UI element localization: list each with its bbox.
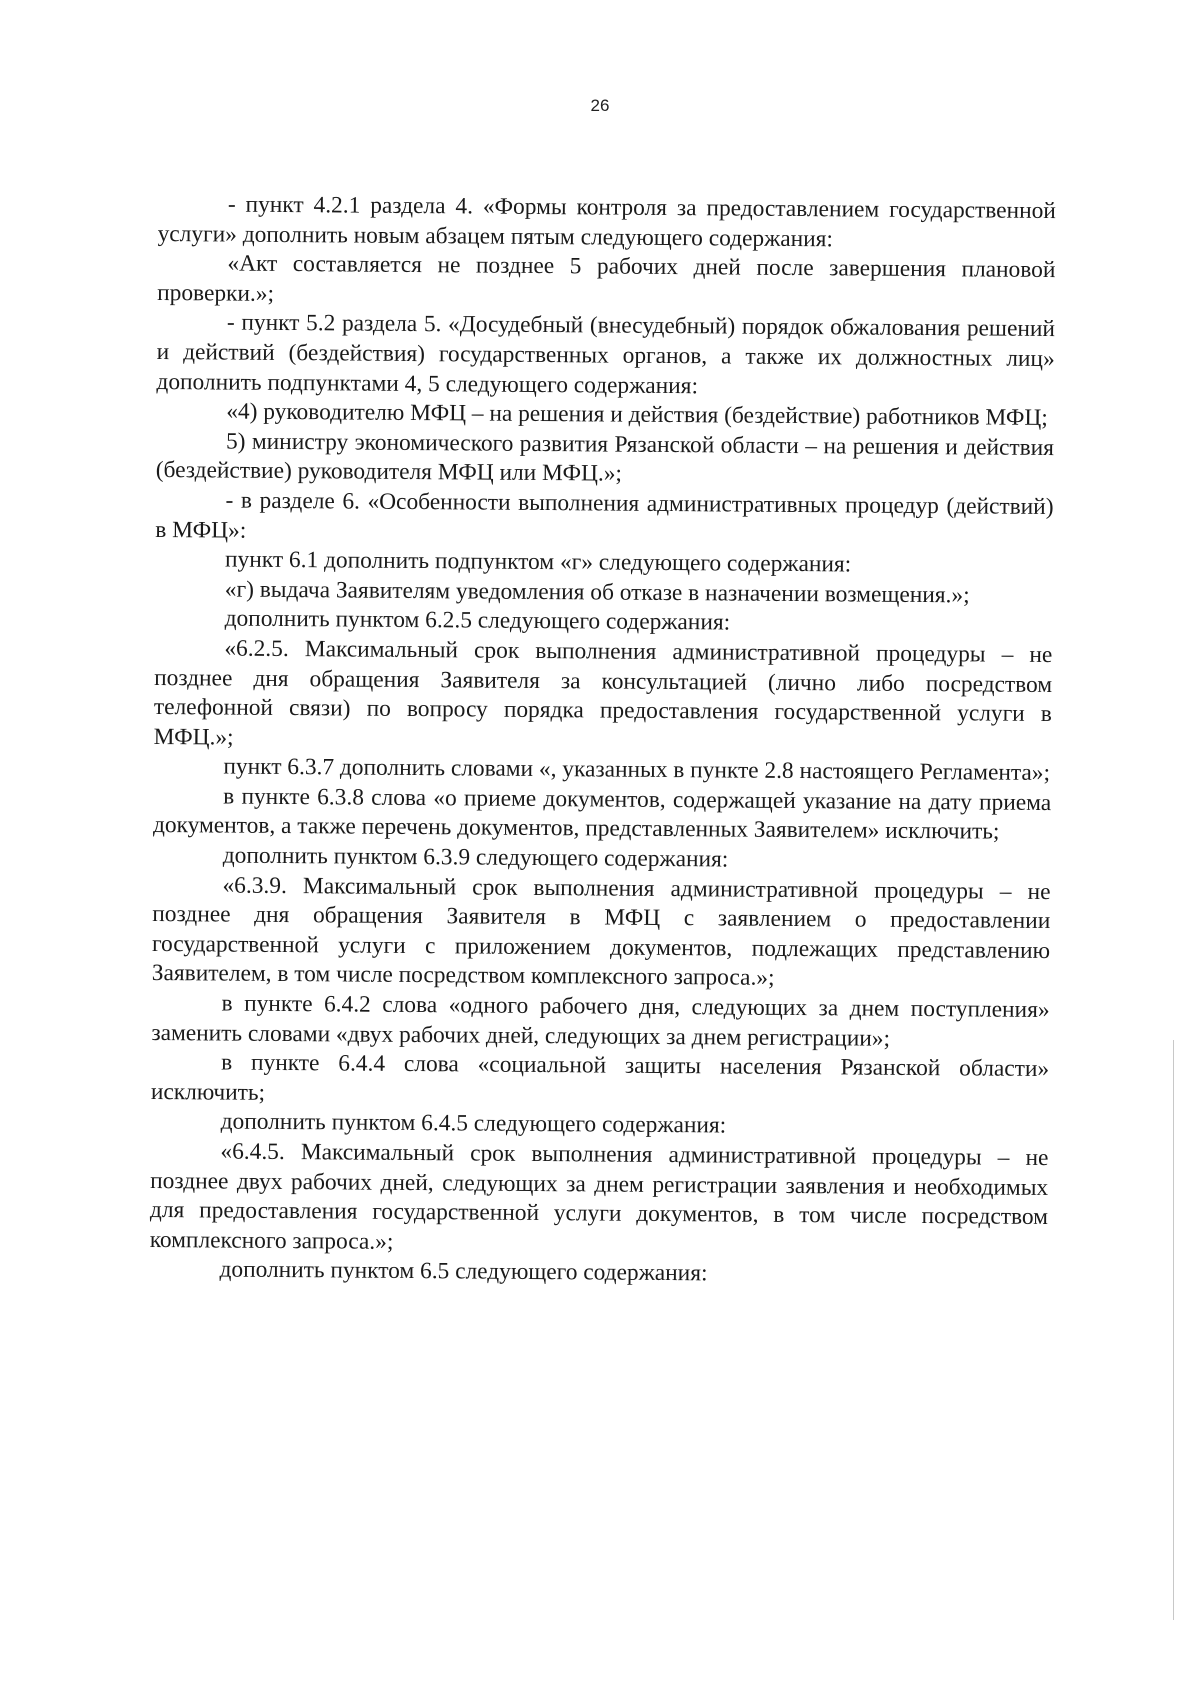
paragraph: «6.2.5. Максимальный срок выполнения административной процедуры – не позднее дня обращения Заявителя за консультацией (лично либо посредством телефонной связи) по вопросу порядка предоставления государственной услуги в МФЦ.»; — [153, 635, 1053, 751]
paragraph: 5) министру экономического развития Рязанской области – на решения и действия (бездействие) руководителя МФЦ или МФЦ.»; — [155, 428, 1055, 487]
page-number: 26 — [590, 96, 610, 115]
paragraph: дополнить пунктом 6.4.5 следующего содержания: — [220, 1108, 727, 1139]
paragraph: пункт 6.3.7 дополнить словами «, указанных в пункте 2.8 настоящего Регламента»; — [223, 753, 1051, 787]
paragraph: «6.4.5. Максимальный срок выполнения административной процедуры – не позднее двух рабочих дней, следующих за днем регистрации заявления и необходимых для предоставления государственной услуги документов, в том числе посредством комплексного запроса.»; — [149, 1138, 1049, 1255]
paragraph: пункт 6.1 дополнить подпунктом «г» следующего содержания: — [224, 546, 852, 578]
paragraph: дополнить пунктом 6.2.5 следующего содержания: — [224, 605, 731, 636]
paragraph: в пункте 6.3.8 слова «о приеме документов, содержащей указание на дату приема документов, а также перечень документов, представленных Заявителем» исключить; — [152, 783, 1052, 846]
paragraph: - пункт 5.2 раздела 5. «Досудебный (внесудебный) порядок обжалования решений и действий (бездействия) государственных органов, а также их должностных лиц» дополнить подпунктами 4, 5 следующего содержания: — [156, 309, 1056, 399]
paragraph: - пункт 4.2.1 раздела 4. «Формы контроля за предоставлением государственной услуги» дополнить новым абзацем пятым следующего содержания: — [157, 191, 1056, 252]
paragraph: «4) руководителю МФЦ – на решения и действия (бездействие) работников МФЦ; — [226, 398, 1048, 432]
paragraph: «г) выдача Заявителям уведомления об отказе в назначении возмещения.»; — [224, 576, 970, 609]
paragraph: дополнить пунктом 6.5 следующего содержания: — [219, 1256, 708, 1287]
paragraph: «Акт составляется не позднее 5 рабочих дней после завершения плановой проверки.»; — [157, 250, 1056, 307]
paragraph: в пункте 6.4.2 слова «одного рабочего дня, следующих за днем поступления» заменить словами «двух рабочих дней, следующих за днем регистрации»; — [151, 990, 1050, 1052]
scan-edge-line — [1173, 1040, 1174, 1620]
paragraph: в пункте 6.4.4 слова «социальной защиты населения Рязанской области» исключить; — [150, 1049, 1050, 1106]
paragraph: «6.3.9. Максимальный срок выполнения административной процедуры – не позднее дня обращения Заявителя в МФЦ с заявлением о предоставлении государственной услуги с приложением документов, подлежащих представлению Заявителем, в том числе посредством комплексного запроса.»; — [151, 872, 1051, 992]
paragraph: - в разделе 6. «Особенности выполнения административных процедур (действий) в МФЦ»: — [155, 487, 1054, 544]
document-body — [149, 190, 1056, 1292]
paragraph: дополнить пунктом 6.3.9 следующего содержания: — [222, 842, 729, 873]
